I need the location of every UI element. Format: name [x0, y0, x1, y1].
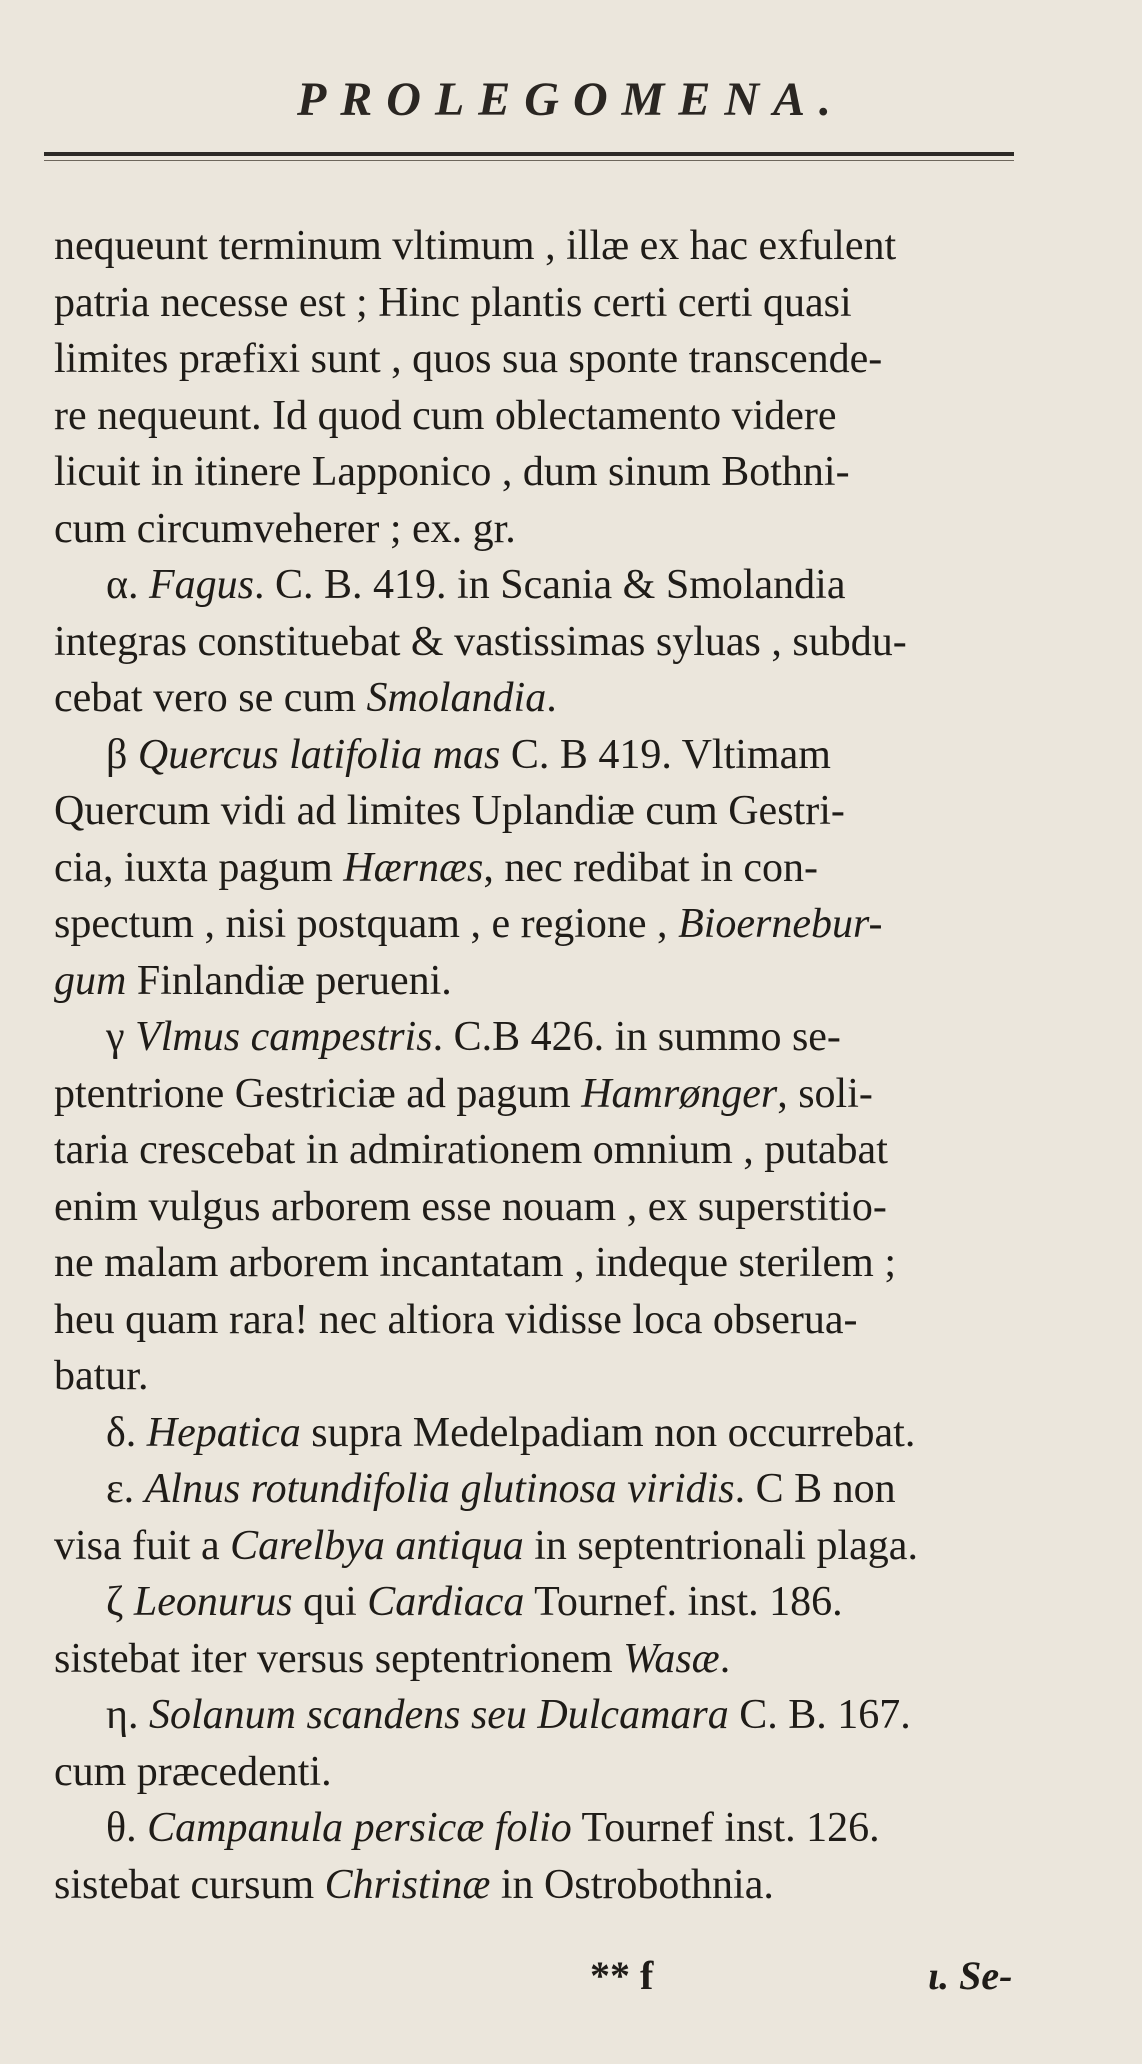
text-segment: C. B. 167.	[728, 1692, 911, 1738]
header-rule-thin	[44, 160, 1014, 161]
italic-term: Smolandia	[366, 675, 547, 721]
text-line	[54, 840, 1034, 897]
italic-term: Christinæ	[324, 1861, 491, 1908]
text-segment: δ.	[106, 1409, 147, 1456]
italic-term: Fagus	[149, 562, 255, 608]
text-segment: . C B non	[734, 1466, 896, 1512]
text-segment: , soli-	[777, 1070, 873, 1117]
italic-term: Hamrønger	[581, 1070, 778, 1117]
text-line: Quercum vidi ad limites Uplandiæ cum Gestri-	[54, 788, 845, 834]
text-segment: sistebat iter versus septentrionem	[54, 1635, 624, 1682]
text-segment: α.	[106, 562, 150, 608]
text-segment: .	[719, 1635, 731, 1682]
text-segment: supra Medelpadiam non occurrebat.	[300, 1409, 916, 1456]
text-segment: cia, iuxta pagum	[54, 844, 344, 891]
text-line	[54, 1518, 1034, 1575]
text-segment: ptentrione Gestriciæ ad pagum	[54, 1070, 582, 1117]
text-segment: , nec redibat in con-	[483, 844, 818, 891]
text-line	[54, 1066, 1034, 1123]
text-line	[54, 1574, 1034, 1631]
text-segment: γ	[106, 1014, 136, 1060]
running-header: PROLEGOMENA.	[296, 73, 846, 126]
text-line: cum circumveherer ; ex. gr.	[54, 505, 516, 552]
text-segment: .	[546, 675, 557, 721]
text-line	[54, 953, 1034, 1010]
text-segment: . C.B 426. in summo se-	[432, 1014, 841, 1060]
italic-term: Carelbya antiqua	[230, 1522, 524, 1569]
text-segment: spectum , nisi postquam , e regione ,	[54, 901, 679, 947]
text-segment: C. B 419. Vltimam	[500, 731, 831, 778]
text-line	[54, 1800, 1034, 1857]
text-segment: in septentrionali plaga.	[523, 1522, 918, 1569]
italic-term: Hepatica	[146, 1409, 301, 1456]
text-segment: sistebat cursum	[54, 1861, 325, 1908]
catchword: ι. Se-	[928, 1953, 1013, 1998]
text-line	[54, 1405, 1034, 1462]
header-rule	[44, 152, 1014, 156]
text-segment: β	[106, 731, 138, 778]
italic-term: Hærnæs	[343, 844, 484, 891]
text-line	[54, 1461, 1034, 1518]
text-line: cum præcedenti.	[54, 1748, 332, 1795]
text-segment: qui	[292, 1579, 368, 1625]
text-segment: θ.	[106, 1805, 148, 1851]
text-segment: ε.	[106, 1466, 145, 1512]
text-line	[54, 1687, 1034, 1744]
text-line: patria necesse est ; Hinc plantis certi certi quasi	[54, 279, 852, 326]
text-segment: in Ostrobothnia.	[490, 1861, 774, 1908]
italic-term: Leonurus	[133, 1579, 293, 1625]
text-line: batur.	[54, 1353, 149, 1399]
italic-term: Solanum scandens seu Dulcamara	[148, 1692, 729, 1738]
italic-term: Campanula persicæ folio	[147, 1805, 572, 1851]
text-line: ne malam arborem incantatam , indeque sterilem ;	[54, 1240, 897, 1286]
text-line	[54, 727, 1034, 784]
text-line	[54, 557, 1034, 614]
italic-term: Quercus latifolia mas	[137, 731, 501, 778]
italic-term: Alnus rotundifolia glutinosa viridis	[144, 1466, 735, 1512]
text-segment: η.	[106, 1692, 149, 1738]
body-text	[54, 218, 1034, 1913]
text-line: re nequeunt. Id quod cum oblectamento videre	[54, 392, 837, 439]
text-segment: visa fuit a	[54, 1522, 231, 1569]
italic-term: Bioernebur-	[678, 901, 883, 947]
italic-term: gum	[54, 957, 127, 1004]
page-footer	[0, 1952, 1142, 2012]
text-line	[54, 1631, 1034, 1688]
italic-term: Wasæ	[623, 1635, 720, 1682]
text-line: nequeunt terminum vltimum , illæ ex hac exfulent	[54, 223, 897, 269]
text-line	[54, 1009, 1034, 1066]
text-line: enim vulgus arborem esse nouam , ex superstitio-	[54, 1183, 887, 1230]
text-segment: cebat vero se cum	[54, 675, 367, 721]
text-segment: . C. B. 419. in Scania & Smolandia	[254, 562, 846, 608]
text-line	[54, 1857, 1034, 1914]
text-line	[54, 670, 1034, 727]
text-line: heu quam rara! nec altiora vidisse loca obserua-	[54, 1296, 858, 1343]
italic-term: Vlmus campestris	[135, 1014, 433, 1060]
text-segment: Tournef inst. 126.	[571, 1805, 880, 1851]
text-line: limites præfixi sunt , quos sua sponte transcende-	[54, 336, 883, 382]
text-line	[54, 896, 1034, 953]
text-line: taria crescebat in admirationem omnium , putabat	[54, 1127, 888, 1173]
signature-mark: ** f	[590, 1953, 654, 1998]
text-line: licuit in itinere Lapponico , dum sinum Bothni-	[54, 449, 850, 495]
italic-term: Cardiaca	[367, 1579, 525, 1625]
text-segment: ζ	[106, 1579, 134, 1625]
text-line: integras constituebat & vastissimas syluas , subdu-	[54, 618, 907, 665]
text-segment: Finlandiæ perueni.	[126, 957, 452, 1004]
text-segment: Tournef. inst. 186.	[524, 1579, 843, 1625]
